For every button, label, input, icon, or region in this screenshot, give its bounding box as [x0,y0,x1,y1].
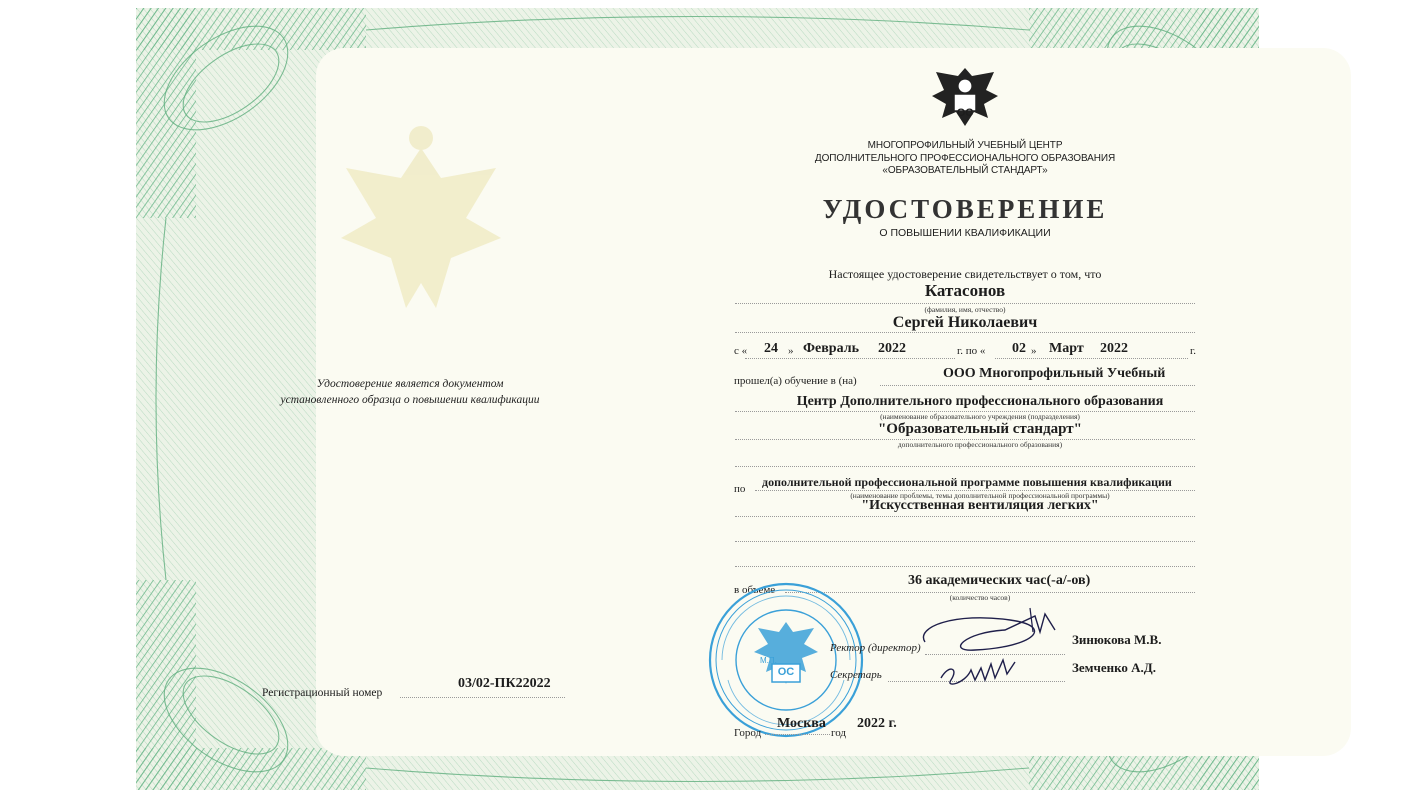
institution-caption-2: дополнительного профессионального образования) [897,440,1063,449]
secretary-signature-icon [935,650,1025,692]
institution-line-3: "Образовательный стандарт" [877,421,1083,437]
rector-name: Зинюкова М.В. [1072,632,1162,647]
secretary-name: Земченко А.Д. [1072,660,1156,675]
registration-number: 03/02-ПК22022 [458,676,551,691]
surname: Катасонов [924,281,1006,300]
secretary-label: Секретарь [830,669,882,681]
institution-line-1: ООО Многопрофильный Учебный [943,366,1166,381]
given-name: Сергей Николаевич [892,314,1038,331]
period-from-month: Февраль [803,341,859,356]
document-subtitle: О ПОВЫШЕНИИ КВАЛИФИКАЦИИ [879,227,1051,239]
city-value: Москва [777,716,826,731]
city-label: Город [734,727,762,739]
program-line-1: дополнительной профессиональной программе повышения квалификации [762,475,1172,489]
period-quote-1: » [788,345,794,357]
period-middle: г. по « [957,345,986,357]
institution-line-2: Центр Дополнительного профессионального образования [796,394,1164,409]
period-to-year: 2022 [1100,341,1128,356]
document-title: УДОСТОВЕРЕНИЕ [822,194,1108,224]
program-prefix: по [734,483,746,495]
stamp-code: М.П. [760,656,777,665]
period-to-month: Март [1049,341,1084,356]
training-label: прошел(а) обучение в (на) [734,375,857,387]
stamp-letters: ОС [777,666,795,678]
eagle-emblem-icon [930,60,1000,132]
emblem-letters: ОС [956,107,974,119]
period-from-year: 2022 [878,341,906,356]
period-quote-2: » [1031,345,1037,357]
intro-text: Настоящее удостоверение свидетельствует о том, что [828,267,1102,281]
watermark-eagle-icon [306,108,536,328]
program-caption: (наименование проблемы, темы дополнительной профессиональной программы) [850,491,1110,500]
period-suffix: г. [1190,345,1197,357]
year-value: 2022 г. [857,716,897,731]
left-note [240,376,580,408]
period-to-day: 02 [1012,341,1026,356]
left-note-line-2: установленного образца о повышении квалификации [280,394,540,406]
organization-name [800,140,1130,178]
org-line-3: «ОБРАЗОВАТЕЛЬНЫЙ СТАНДАРТ» [882,165,1048,176]
org-line-1: МНОГОПРОФИЛЬНЫЙ УЧЕБНЫЙ ЦЕНТР [867,140,1063,151]
program-line-2: "Искусственная вентиляция легких" [861,498,1099,513]
volume-label: в объеме [734,584,776,596]
period-from-prefix: с « [734,345,748,357]
rector-label: Ректор (директор) [830,642,921,654]
registration-label: Регистрационный номер [262,687,383,699]
period-from-day: 24 [764,341,778,356]
year-label: год [831,727,847,739]
institution-caption-1: (наименование образовательного учреждения (подразделения) [880,412,1080,421]
left-note-line-1: Удостоверение является документом [316,378,504,390]
volume-value: 36 академических час(-а/-ов) [908,573,1091,588]
fio-caption: (фамилия, имя, отчество) [924,305,1006,314]
org-line-2: ДОПОЛНИТЕЛЬНОГО ПРОФЕССИОНАЛЬНОГО ОБРАЗОВАНИЯ [814,152,1116,164]
volume-caption: (количество часов) [949,593,1011,602]
